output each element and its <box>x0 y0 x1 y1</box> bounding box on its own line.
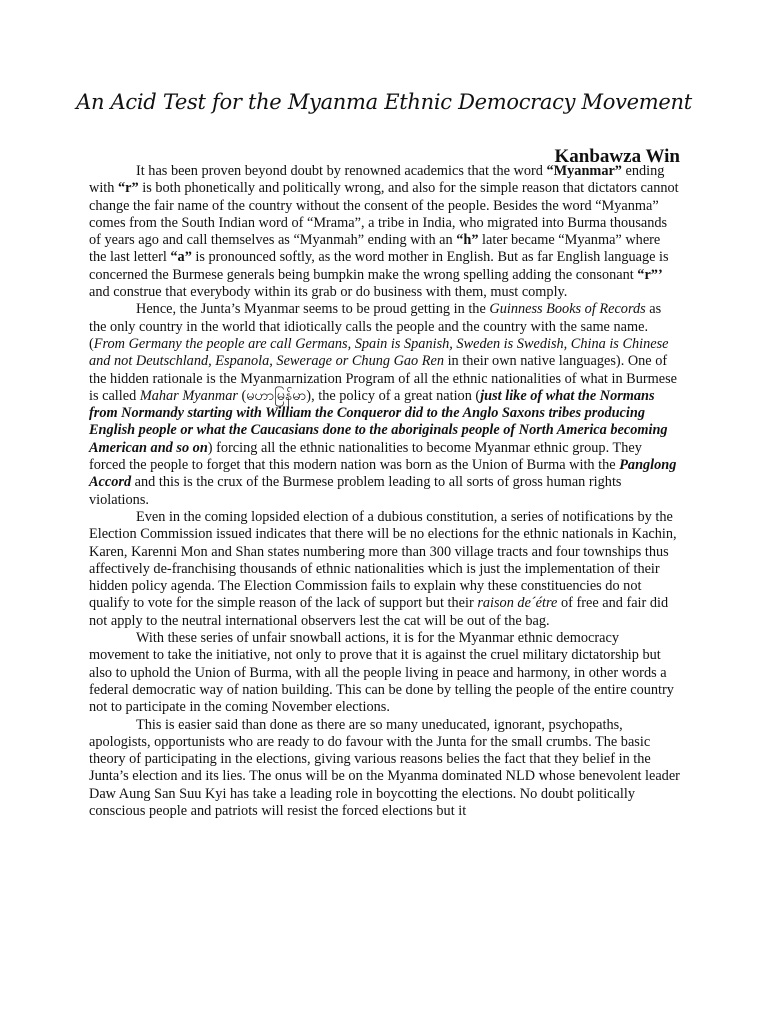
author-name: Kanbawza Win <box>554 146 680 167</box>
article-body <box>89 163 681 820</box>
paragraph-4: With these series of unfair snowball actions, it is for the Myanmar ethnic democracy movement to take the initiative, not only to prove that it is against the cruel military dictatorship but also to uphold the Union of Burma, with all the people living in peace and harmony, in other words a federal democratic way of nation building. This can be done by telling the people of the entire country not to participate in the coming November elections. <box>89 630 674 716</box>
paragraph-1: It has been proven beyond doubt by renowned academics that the word “Myanmar” ending with “r” is both phonetically and politically wrong, and also for the simple reason that dictators cannot change the fair name of the country without the consent of the people. Besides the word “Myanma” comes from the South Indian word of “Mrama”, a tribe in India, who migrated into Burma thousands of years ago and call themselves as “Myanmah” ending with an “h” later became “Myanma” where the last letterl “a” is pronounced softly, as the word mother in English. But as far English language is concerned the Burmese generals being bumpkin make the wrong spelling adding the consonant “r”’ and construe that everybody within its grab or do business with them, must comply. <box>89 163 679 301</box>
paragraph-5: This is easier said than done as there are so many uneducated, ignorant, psychopaths, apologists, opportunists who are ready to do favour with the Junta for the small crumbs. The basic theory of participating in the elections, giving various reasons belies the fact that they belief in the Junta’s election and its lies. The onus will be on the Myanma dominated NLD whose benevolent leader Daw Aung San Suu Kyi has take a leading role in boycotting the elections. No doubt politically conscious people and patriots will resist the forced elections but it <box>89 716 680 819</box>
document-title: An Acid Test for the Myanma Ethnic Democracy Movement <box>76 90 692 114</box>
paragraph-3: Even in the coming lopsided election of a dubious constitution, a series of notifications by the Election Commission issued indicates that there will be no elections for the ethnic nationals in Kachin, Karen, Karenni Mon and Shan states numbering more than 300 village tracts and four townships thus affectively de-franchising thousands of ethnic nationalities which is just the implementation of their hidden policy agenda. The Election Commission fails to explain why these constituencies do not qualify to vote for the simple reason of the lack of support but their raison de´étre of free and fair did not apply to the neutral international observers lest the cat will be out of the bag. <box>89 508 677 629</box>
paragraph-2: Hence, the Junta’s Myanmar seems to be proud getting in the Guinness Books of Records as the only country in the world that idiotically calls the people and the country with the same name. (From Germany the people are call Germans, Spain is Spanish, Sweden is Swedish, China is Chinese and not Deutschland, Espanola, Sewerage or Chung Gao Ren in their own native languages). One of the hidden rationale is the Myanmarnization Program of all the ethnic nationalities of what in Burmese is called Mahar Myanmar (မဟာမြန်မာ), the policy of a great nation (just like of what the Normans from Normandy starting with William the Conqueror did to the Anglo Saxons tribes producing English people or what the Caucasians done to the aboriginals people of North America becoming American and so on) forcing all the ethnic nationalities to become Myanmar ethnic group. They forced the people to forget that this modern nation was born as the Union of Burma with the Panglong Accord and this is the crux of the Burmese problem leading to all sorts of gross human rights violations. <box>89 301 677 508</box>
